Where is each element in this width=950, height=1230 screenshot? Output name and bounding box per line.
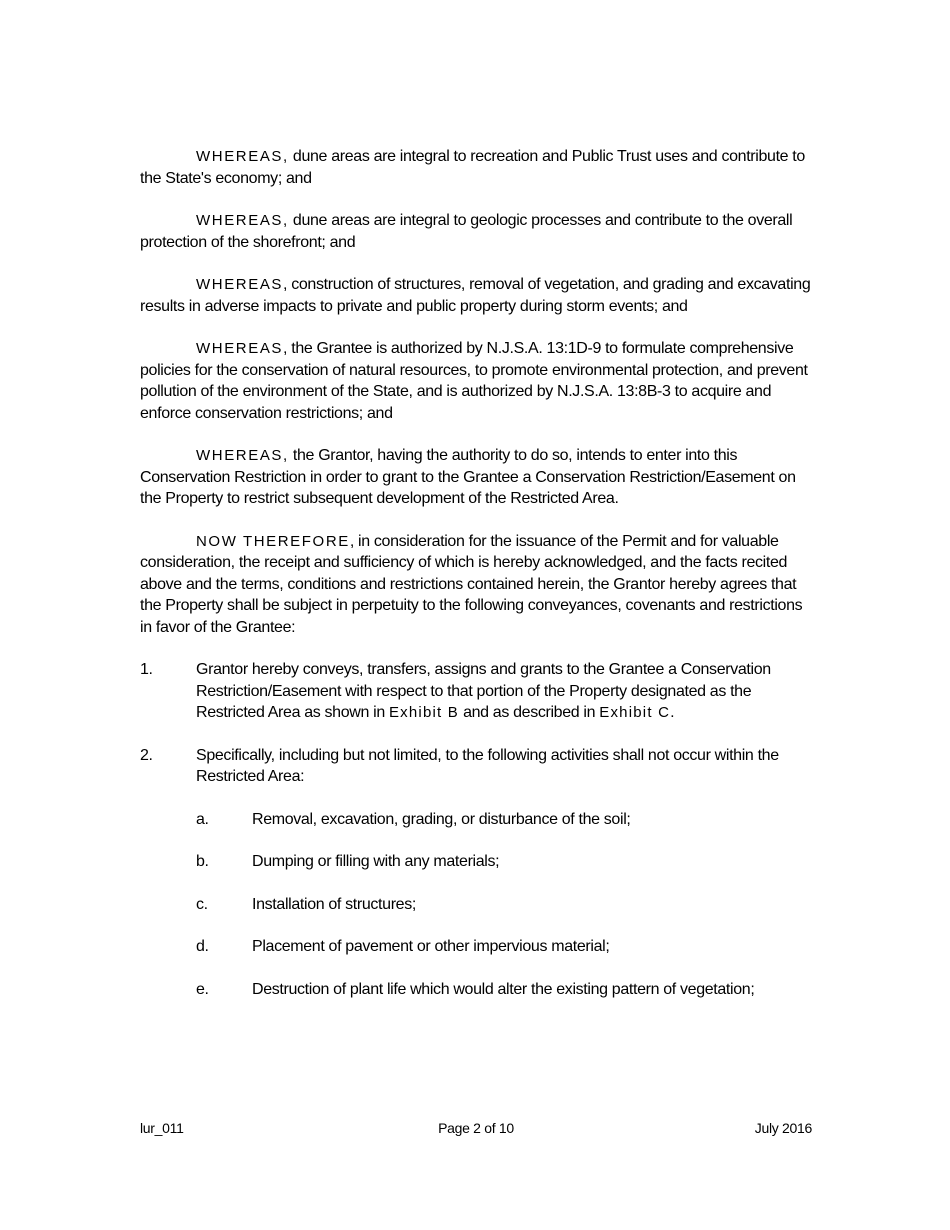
sub-item-text: Destruction of plant life which would alter the existing pattern of vegetation; (252, 980, 755, 998)
numbered-item-2 (140, 745, 815, 788)
document-body (140, 146, 815, 1021)
paragraph-text: , in consideration for the issuance of the Permit and for valuable consideration, the receipt and sufficiency of which is hereby acknowledged, and the facts recited above and the terms, conditions and restrictions contained herein, the Grantor hereby agrees that the Property shall be subject in perpetuity to the following conveyances, covenants and restrictions in favor of the Grantee: (140, 532, 803, 636)
keyword: WHEREAS, (196, 212, 289, 229)
keyword: WHEREAS, (196, 148, 289, 165)
whereas-paragraph-3 (140, 274, 815, 317)
sub-item-c (140, 894, 815, 916)
paragraph-text: , construction of structures, removal of vegetation, and grading and excavating results in adverse impacts to private and public property during storm events; and (140, 276, 811, 315)
form-id: lur_011 (140, 1120, 184, 1136)
paragraph-text: dune areas are integral to recreation and Public Trust uses and contribute to the State's economy; and (140, 148, 805, 187)
sub-item-letter: c. (196, 895, 208, 913)
sub-item-text: Installation of structures; (252, 895, 416, 913)
sub-item-text: Placement of pavement or other impervious material; (252, 938, 610, 955)
numbered-item-1 (140, 659, 815, 724)
item-text: Grantor hereby conveys, transfers, assigns and grants to the Grantee a Conservation Restriction/Easement with respect to that portion of the Property designated as the Restricted Area as shown in (196, 661, 771, 721)
whereas-paragraph-4 (140, 338, 815, 424)
keyword: WHEREAS (196, 276, 284, 293)
revision-date: July 2016 (754, 1120, 812, 1136)
sub-item-a (140, 809, 815, 831)
whereas-paragraph-2 (140, 210, 815, 253)
paragraph-text: dune areas are integral to geologic processes and contribute to the overall protection of the shorefront; and (140, 212, 793, 251)
keyword: NOW THEREFORE (196, 532, 350, 550)
sub-item-letter: b. (196, 853, 209, 870)
item-number: 1. (140, 661, 153, 678)
whereas-paragraph-1 (140, 146, 815, 189)
keyword: WHEREAS, (196, 447, 289, 464)
now-therefore-paragraph (140, 531, 815, 639)
exhibit-c-reference: Exhibit C (599, 704, 671, 721)
page-number: Page 2 of 10 (438, 1120, 514, 1136)
item-text: . (670, 704, 675, 721)
sub-item-text: Dumping or filling with any materials; (252, 853, 500, 870)
exhibit-b-reference: Exhibit B (388, 704, 459, 721)
sub-item-b (140, 851, 815, 873)
sub-item-letter: a. (196, 810, 209, 828)
item-text: and as described in (458, 704, 600, 721)
sub-item-text: Removal, excavation, grading, or disturbance of the soil; (252, 810, 631, 828)
whereas-paragraph-5 (140, 445, 815, 510)
sub-item-e (140, 979, 815, 1001)
paragraph-text: the Grantor, having the authority to do so, intends to enter into this Conservation Restriction in order to grant to the Grantee a Conservation Restriction/Easement on the Property to restrict subsequent development of the Restricted Area. (140, 447, 796, 507)
sub-item-letter: d. (196, 938, 209, 955)
paragraph-text: , the Grantee is authorized by N.J.S.A. 13:1D-9 to formulate comprehensive policies for the conservation of natural resources, to promote environmental protection, and prevent pollution of the environment of the State, and is authorized by N.J.S.A. 13:8B-3 to acquire and enforce conservation restrictions; and (140, 340, 808, 422)
sub-item-letter: e. (196, 980, 209, 998)
item-number: 2. (140, 746, 153, 764)
keyword: WHEREAS (196, 340, 284, 357)
sub-item-d (140, 936, 815, 958)
item-text: Specifically, including but not limited, to the following activities shall not occur within the Restricted Area: (196, 746, 779, 785)
